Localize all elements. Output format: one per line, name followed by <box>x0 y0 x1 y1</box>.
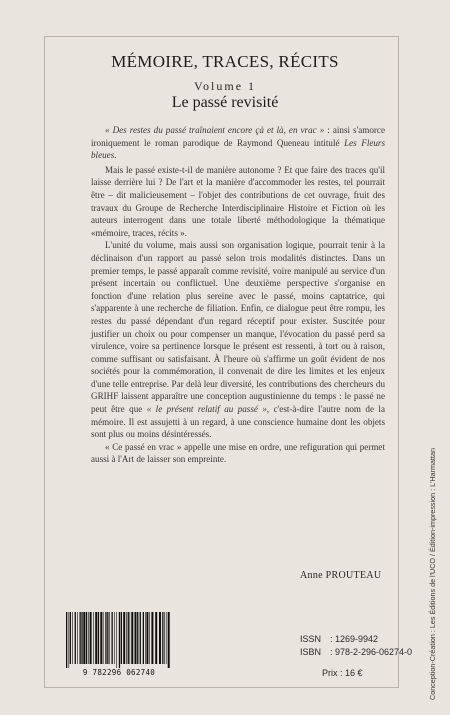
barcode-bar <box>131 612 133 664</box>
barcode-bar <box>112 612 113 664</box>
barcode-bar <box>128 612 129 664</box>
quote-text: : ainsi s'amorce ironiquement le roman parodique de Raymond Queneau intitulé <box>91 125 385 148</box>
barcode-bar <box>98 612 99 664</box>
price: Prix : 16 € <box>322 668 363 678</box>
barcode-bar <box>72 612 73 664</box>
barcode-bar <box>116 612 117 668</box>
barcode-bar <box>88 612 89 664</box>
barcode-bar <box>93 612 94 664</box>
isbn-value: : 978-2-296-06274-0 <box>330 647 413 657</box>
blurb-text-main: L'unité du volume, mais aussi son organisation logique, pourrait tenir à la déclinaison d'un rapport au passé selon trois modalités distinctes. Dans un premier temps, le passé apparaît comme revisité, voire manipulé au service d'un présent incertain ou conflictuel. Une deuxième perspective s'organise en fonction d'une relation plus sereine avec le passé, moins captatrice, qui s'apparente à une recherche de filiation. Enfin, ce dialogue peut être rompu, les restes du passé dépendant d'un regard réceptif pour exister. Suscitée pour justifier un choix ou pour compenser un manque, l'évocation du passé perd sa virulence, voire sa pertinence lorsque le présent est ressenti, à tort ou à raison, comme suffisant ou satisfaisant. À l'heure où s'affirme un goût évident de nos sociétés pour la commémoration, il convenait de dire les limites et les enjeux d'une telle entreprise. Par delà leur diversité, les contributions des chercheurs du GRIHF laissent apparaître une conception augustinienne du temps : le passé ne peut être que <box>91 240 385 415</box>
barcode-bars <box>66 612 172 668</box>
barcode-bar <box>114 612 115 664</box>
barcode-bar <box>159 612 161 664</box>
barcode-bar <box>137 612 138 664</box>
isbn-label: ISBN <box>300 647 322 657</box>
barcode-bar <box>145 612 146 664</box>
barcode-bar <box>109 612 110 664</box>
book-title: MÉMOIRE, TRACES, RÉCITS <box>111 52 339 71</box>
issn-value: : 1269-9942 <box>330 634 379 644</box>
blurb-paragraph: « Ce passé en vrac » appelle une mise en ordre, une refiguration qui permet aussi à l'Art de laisser son empreinte. <box>91 441 385 465</box>
barcode-bar <box>83 612 85 664</box>
barcode-bar <box>168 612 170 668</box>
issn-line <box>300 633 412 646</box>
barcode-bar <box>105 612 106 664</box>
barcode-bar <box>95 612 97 664</box>
barcode-bar <box>135 612 137 664</box>
barcode-bar <box>90 612 92 664</box>
barcode-bar <box>81 612 82 664</box>
barcode-bar <box>107 612 108 664</box>
barcode-bar <box>155 612 157 664</box>
barcode-bar <box>121 612 122 664</box>
period: . <box>114 150 117 161</box>
barcode <box>64 608 174 680</box>
barcode-bar <box>69 612 70 668</box>
barcode-bar <box>151 612 153 664</box>
barcode-bar <box>126 612 127 664</box>
blurb-paragraph: Mais le passé existe-t-il de manière autonome ? Et que faire des traces qu'il laisse derrière lui ? De l'art et la manière d'accommoder les restes, tel pourrait être – dit malicieusement – l'objet des contributions de cet ouvrage, fruit des travaux du Groupe de Recherche Interdisciplinaire Histoire et Fiction où les auteurs interrogent dans une totale liberté méthodologique la thématique «mémoire, traces, récits ». <box>91 164 385 238</box>
quote-opening: « Des restes du passé traînaient encore çà et là, en vrac » <box>105 125 325 135</box>
blurb-text-end: , c'est-à-dire l'autre nom de la mémoire. Il est assujetti à un regard, à une conscience humaine dont les objets sont plus ou moins désintéressés. <box>91 404 385 440</box>
barcode-bar <box>66 612 67 668</box>
blurb-paragraph <box>91 239 385 441</box>
volume-label: Volume 1 <box>193 79 257 93</box>
barcode-bar <box>123 612 125 664</box>
barcode-bar <box>103 612 104 664</box>
barcode-bar <box>140 612 141 664</box>
barcode-bar <box>86 612 87 664</box>
issn-label: ISSN <box>300 634 322 644</box>
barcode-bar <box>77 612 78 664</box>
augustine-quote: « le présent relatif au passé » <box>146 404 267 415</box>
barcode-bar <box>100 612 102 664</box>
barcode-bar <box>119 612 120 668</box>
barcode-bar <box>146 612 148 664</box>
barcode-bar <box>80 612 81 664</box>
blurb-text <box>91 124 385 466</box>
barcode-bar <box>164 612 165 664</box>
book-subtitle: Le passé revisité <box>171 94 279 111</box>
isbn-block <box>300 633 412 659</box>
barcode-bar <box>166 612 167 664</box>
blurb-paragraph <box>91 124 385 162</box>
isbn-line <box>300 646 412 659</box>
barcode-bar <box>149 612 150 664</box>
barcode-bar <box>130 612 131 664</box>
book-reference: Les Fleurs bleues <box>91 137 386 161</box>
barcode-bar <box>70 612 71 664</box>
barcode-bar <box>75 612 76 664</box>
barcode-digits: 9 782296 062740 <box>82 668 156 677</box>
author-name: Anne PROUTEAU <box>300 570 382 581</box>
barcode-bar <box>143 612 144 664</box>
publisher-credit: Conception-Création : Les Éditions de l'UCO / Édition-impression : L'Harmattan <box>428 447 437 700</box>
barcode-bar <box>162 612 163 664</box>
